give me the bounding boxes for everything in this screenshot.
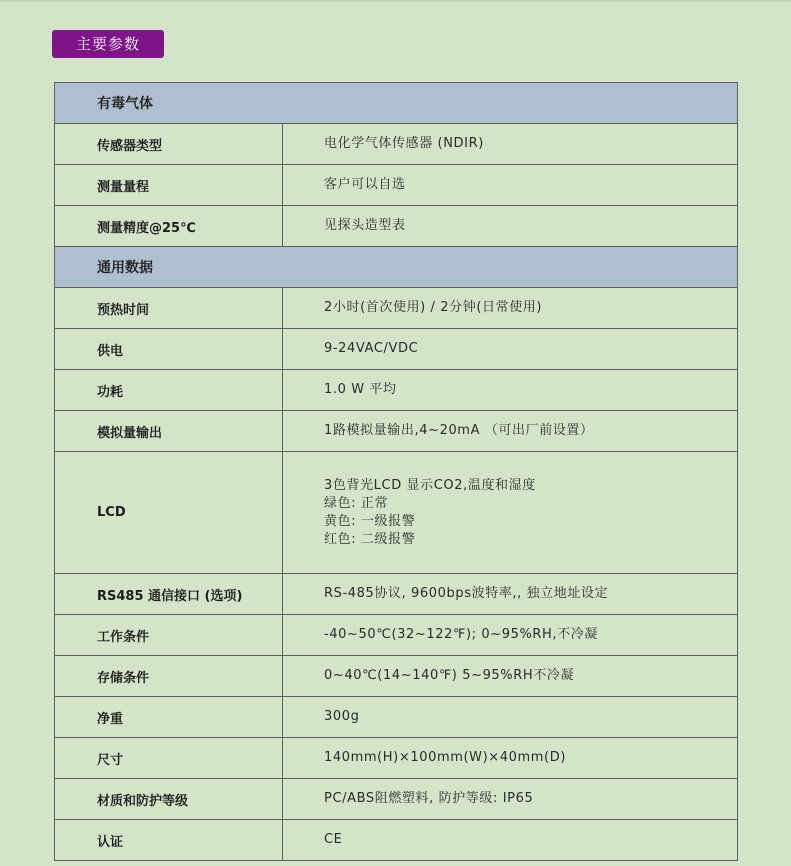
row-value <box>283 779 738 820</box>
row-value-text: 1路模拟量输出,4~20mA （可出厂前设置） <box>324 423 594 438</box>
row-label: 模拟量输出 <box>55 411 283 452</box>
table-row <box>55 697 738 738</box>
row-value-text: 黄色: 一级报警 <box>324 513 416 529</box>
row-value-text: -40~50℃(32~122℉); 0~95%RH,不冷凝 <box>324 627 598 642</box>
row-value-text: 1.0 W 平均 <box>324 382 397 397</box>
top-divider <box>0 0 791 2</box>
row-label: 测量量程 <box>55 165 283 206</box>
row-value-text: 电化学气体传感器 (NDIR) <box>324 136 484 151</box>
row-value <box>283 615 738 656</box>
table-row <box>55 738 738 779</box>
row-value <box>283 452 738 574</box>
table-row <box>55 779 738 820</box>
row-label: 传感器类型 <box>55 124 283 165</box>
row-value <box>283 165 738 206</box>
section-title: 有毒气体 <box>55 83 738 124</box>
table-row <box>55 574 738 615</box>
row-label: LCD <box>55 452 283 574</box>
row-value <box>283 411 738 452</box>
row-value-text: 300g <box>324 709 360 724</box>
section-badge: 主要参数 <box>52 30 164 58</box>
row-value-text: 红色: 二级报警 <box>324 531 416 547</box>
table-row <box>55 329 738 370</box>
table-row <box>55 124 738 165</box>
row-value-text: 见探头造型表 <box>324 218 406 233</box>
row-value-text: 140mm(H)×100mm(W)×40mm(D) <box>324 750 567 765</box>
table-row <box>55 411 738 452</box>
row-value-text: 3色背光LCD 显示CO2,温度和湿度 <box>324 477 536 493</box>
row-label: 存储条件 <box>55 656 283 697</box>
table-row <box>55 206 738 247</box>
row-value <box>283 124 738 165</box>
row-value-text: 客户可以自选 <box>324 177 406 192</box>
row-label: 功耗 <box>55 370 283 411</box>
table-row <box>55 452 738 574</box>
table-row <box>55 370 738 411</box>
row-value-text: RS-485协议, 9600bps波特率,, 独立地址设定 <box>324 586 609 601</box>
table-row <box>55 820 738 861</box>
row-value <box>283 697 738 738</box>
spec-table <box>54 82 738 861</box>
row-label: 尺寸 <box>55 738 283 779</box>
row-value <box>283 288 738 329</box>
row-label: RS485 通信接口 (选项) <box>55 574 283 615</box>
section-header-toxic-gas <box>55 83 738 124</box>
row-label: 供电 <box>55 329 283 370</box>
table-row <box>55 615 738 656</box>
table-row <box>55 656 738 697</box>
row-label: 工作条件 <box>55 615 283 656</box>
row-value-text: PC/ABS阻燃塑料, 防护等级: IP65 <box>324 791 534 806</box>
row-value-text: 0~40℃(14~140℉) 5~95%RH不冷凝 <box>324 668 575 683</box>
row-value-text: CE <box>324 832 343 847</box>
row-value <box>283 656 738 697</box>
row-value <box>283 738 738 779</box>
table-row <box>55 165 738 206</box>
table-row <box>55 288 738 329</box>
row-label: 净重 <box>55 697 283 738</box>
section-title: 通用数据 <box>55 247 738 288</box>
row-value-text: 绿色: 正常 <box>324 495 389 511</box>
row-label: 测量精度@25℃ <box>55 206 283 247</box>
row-value <box>283 370 738 411</box>
row-value <box>283 574 738 615</box>
row-value-text: 2小时(首次使用) / 2分钟(日常使用) <box>324 300 543 315</box>
row-value <box>283 206 738 247</box>
row-label: 认证 <box>55 820 283 861</box>
section-header-general-data <box>55 247 738 288</box>
row-label: 材质和防护等级 <box>55 779 283 820</box>
row-value-text: 9-24VAC/VDC <box>324 341 419 356</box>
row-value <box>283 329 738 370</box>
row-value <box>283 820 738 861</box>
row-label: 预热时间 <box>55 288 283 329</box>
